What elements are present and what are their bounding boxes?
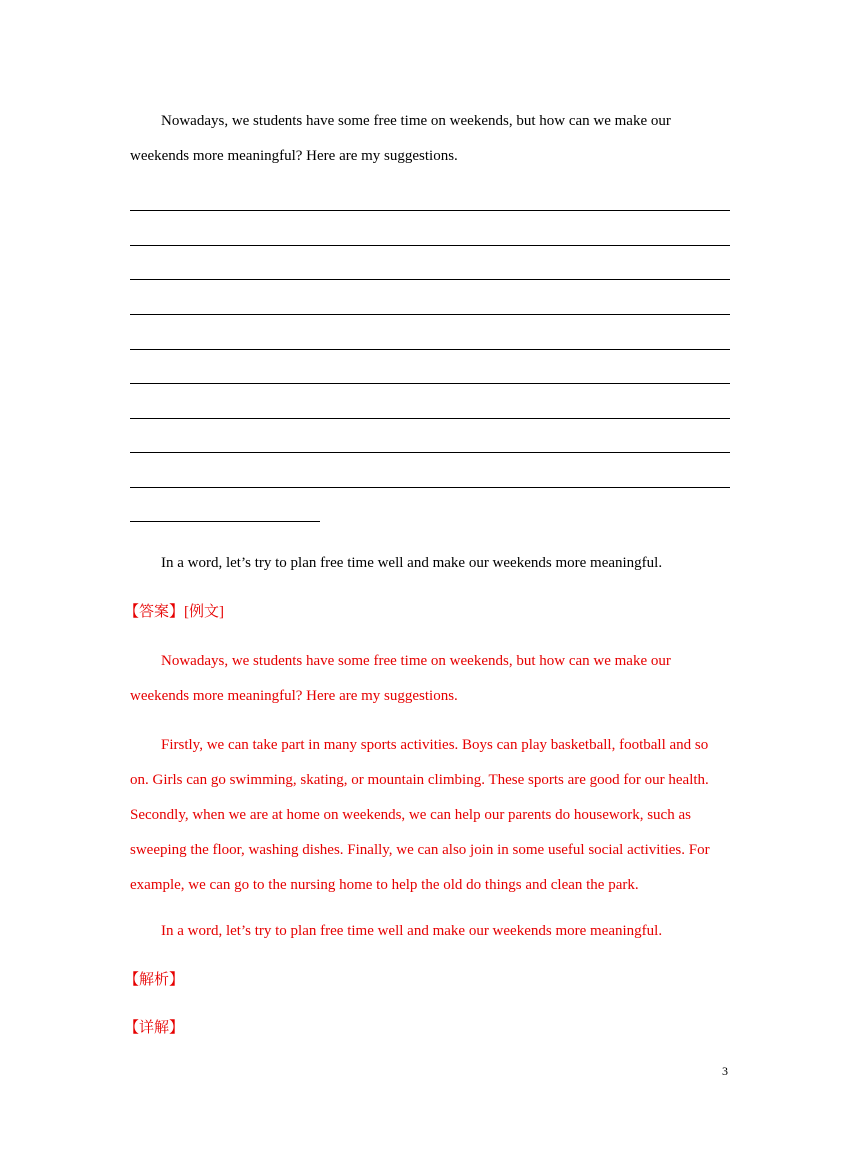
answer-p2-line-1: Firstly, we can take part in many sports activities. Boys can play basketball, football and so <box>161 737 709 753</box>
answer-p2-line-4: sweeping the floor, washing dishes. Finally, we can also join in some useful social activities. For <box>130 842 710 858</box>
answer-p1-line-2: weekends more meaningful? Here are my suggestions. <box>130 688 458 704</box>
answer-heading-bracket: 【答案】 <box>124 604 185 620</box>
answer-p1-line-1: Nowadays, we students have some free time on weekends, but how can we make our <box>161 653 671 669</box>
writing-blank-line[interactable] <box>130 418 730 419</box>
writing-blank-line[interactable] <box>130 452 730 453</box>
answer-heading-label: [例文] <box>184 604 225 620</box>
answer-paragraph-2 <box>130 728 750 903</box>
writing-blank-line-short[interactable] <box>130 521 320 522</box>
writing-blank-line[interactable] <box>130 245 730 246</box>
writing-blank-line[interactable] <box>130 279 730 280</box>
details-label: 【详解】 <box>124 1020 185 1036</box>
writing-blank-line[interactable] <box>130 314 730 315</box>
prompt-closing-paragraph <box>130 546 730 581</box>
writing-blank-line[interactable] <box>130 487 730 488</box>
writing-blank-line[interactable] <box>130 210 730 211</box>
answer-paragraph-1 <box>130 644 730 714</box>
prompt-opening-line-2: weekends more meaningful? Here are my suggestions. <box>130 148 458 164</box>
answer-p2-line-2: on. Girls can go swimming, skating, or mountain climbing. These sports are good for our health. <box>130 772 709 788</box>
answer-p2-line-3: Secondly, when we are at home on weekends, we can help our parents do housework, such as <box>130 807 691 823</box>
answer-p3-line: In a word, let’s try to plan free time well and make our weekends more meaningful. <box>161 923 663 939</box>
page-number: 3 <box>722 1064 728 1078</box>
writing-blank-line[interactable] <box>130 349 730 350</box>
answer-heading <box>124 602 224 622</box>
answer-p2-line-5: example, we can go to the nursing home to help the old do things and clean the park. <box>130 877 639 893</box>
answer-paragraph-3 <box>130 914 730 949</box>
writing-blank-line[interactable] <box>130 383 730 384</box>
prompt-closing-line: In a word, let’s try to plan free time well and make our weekends more meaningful. <box>161 555 663 571</box>
prompt-opening-paragraph <box>130 104 730 174</box>
prompt-opening-line-1: Nowadays, we students have some free time on weekends, but how can we make our <box>161 113 671 129</box>
analysis-label: 【解析】 <box>124 972 185 988</box>
